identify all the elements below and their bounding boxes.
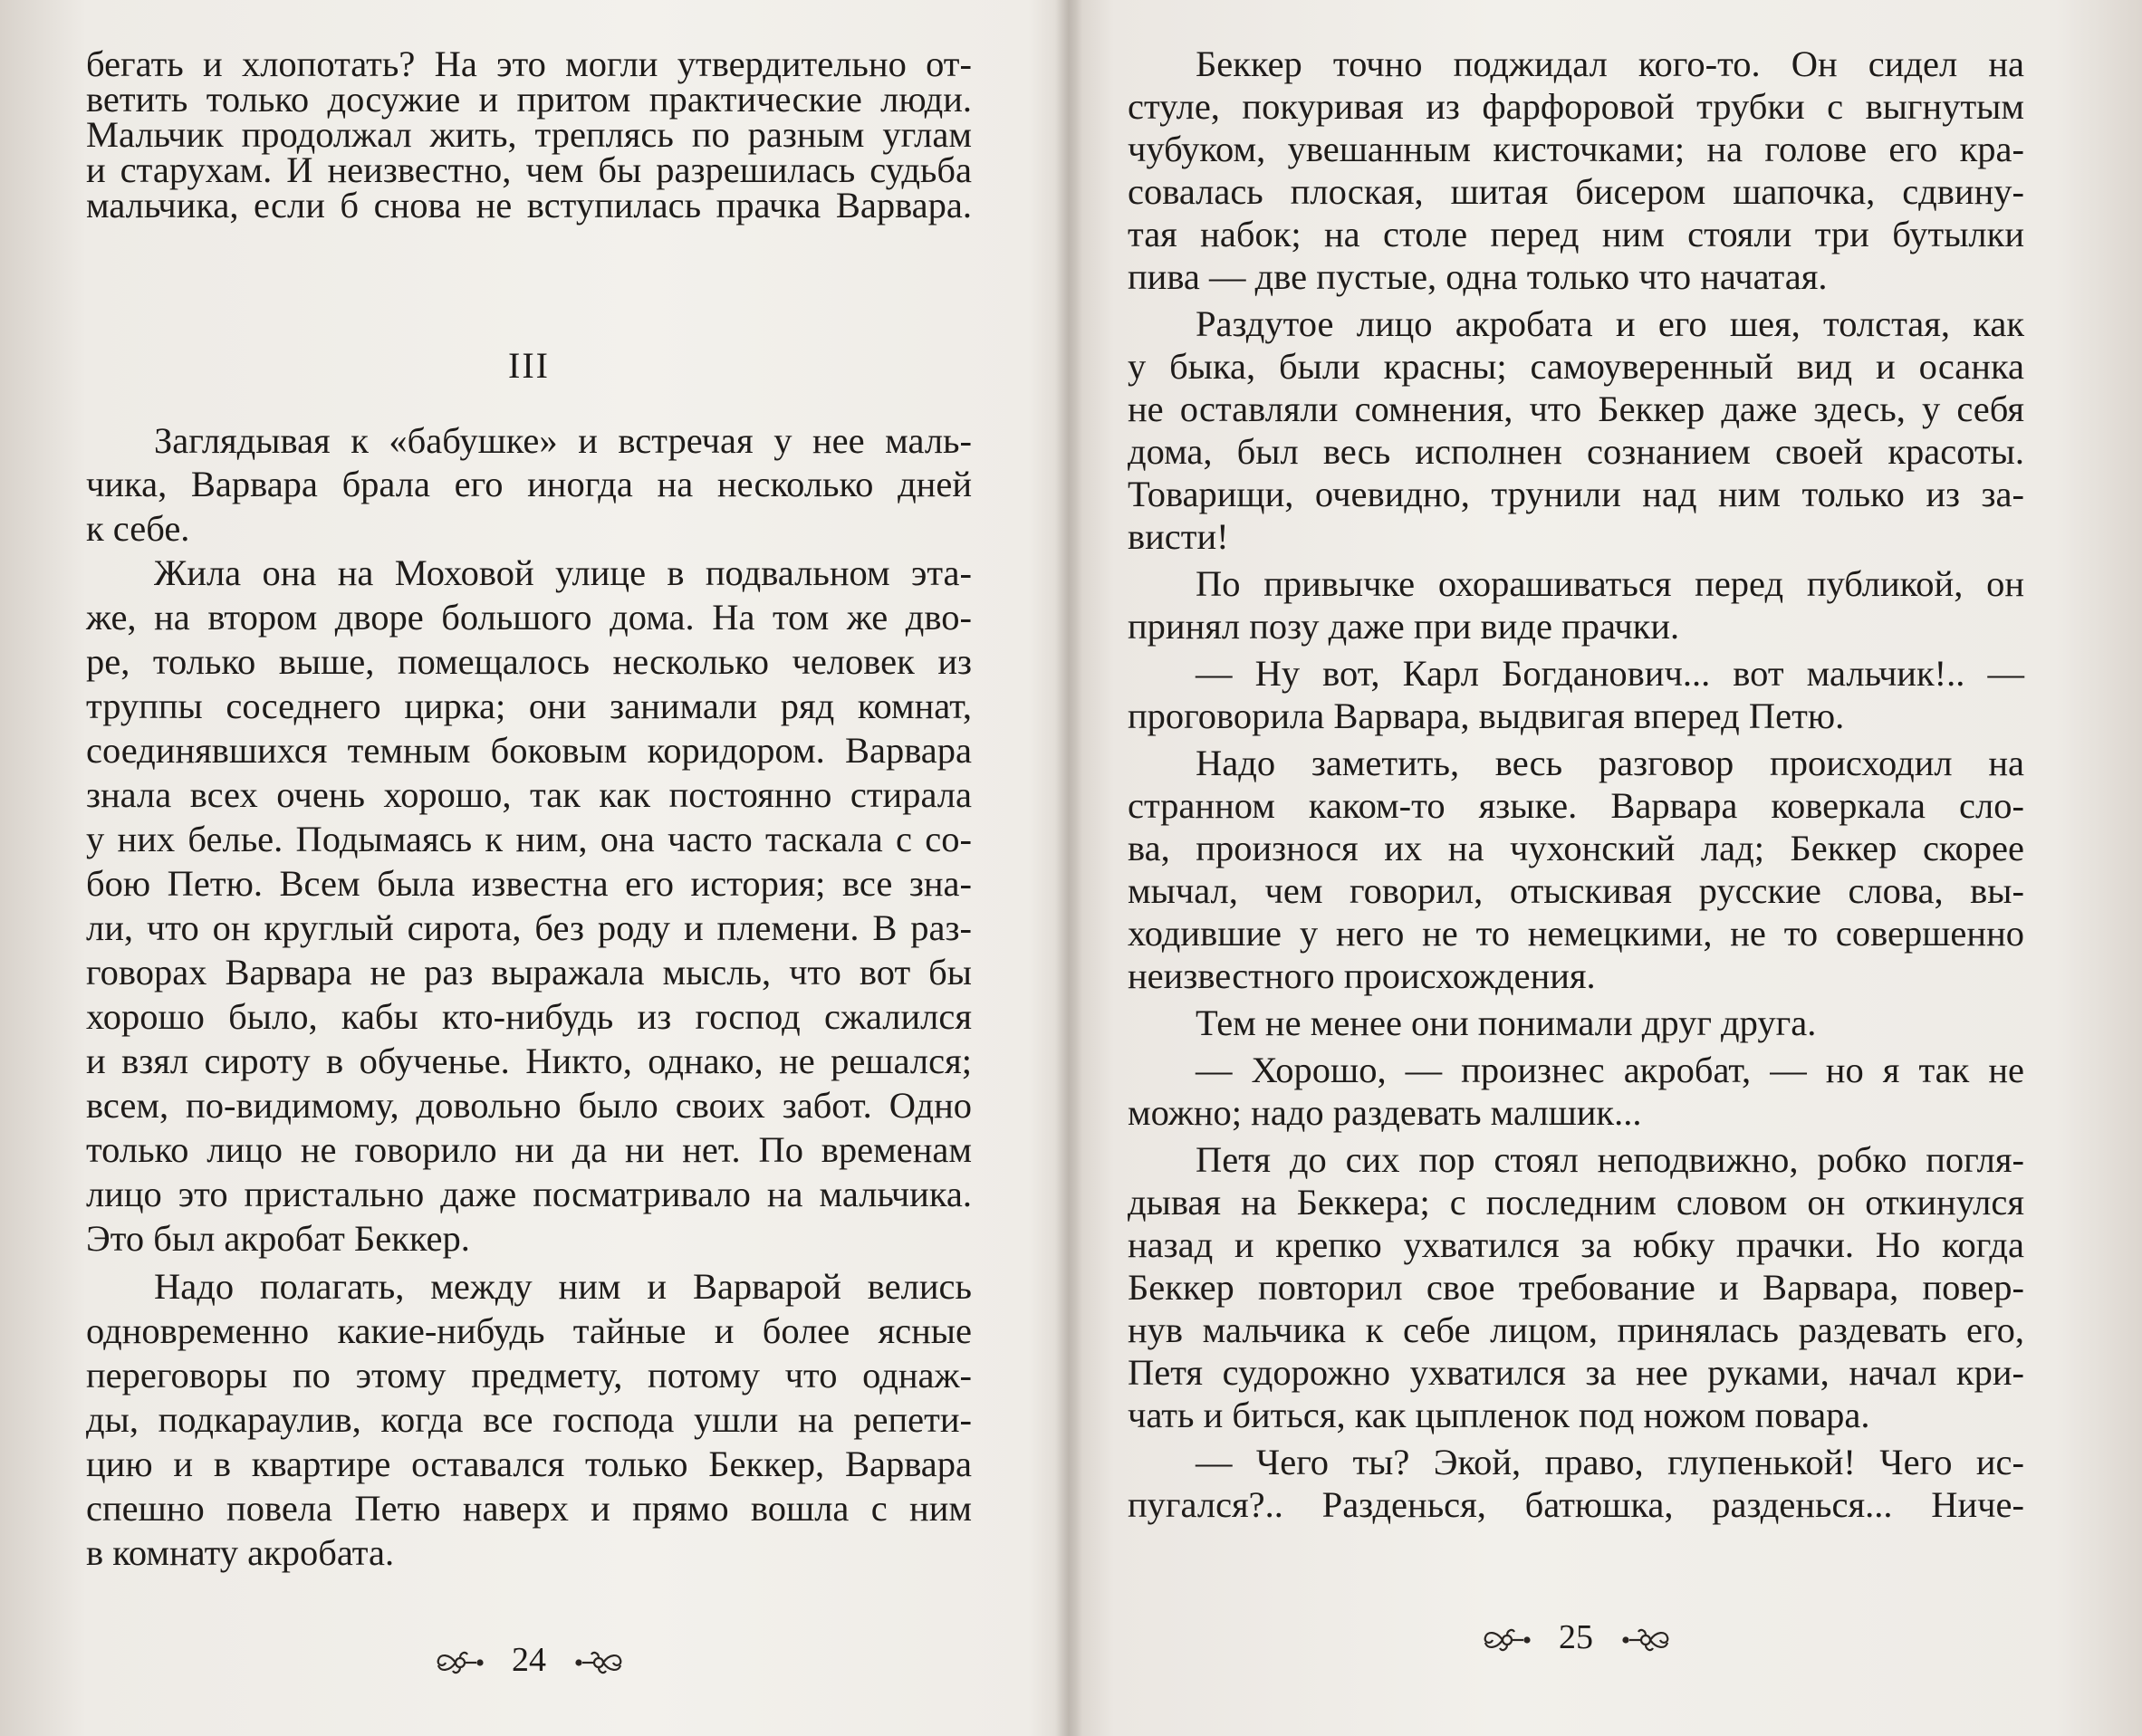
text-line: мычал, чем говорил, отыскивая русские слова, вы-: [1128, 870, 2024, 911]
text-line: хорошо было, кабы кто-нибудь из господ сжалился: [86, 996, 972, 1037]
text-line: ходившие у него не то немецкими, не то совершенно: [1128, 913, 2024, 954]
text-line: стуле, покуривая из фарфоровой трубки с выгнутым: [1128, 86, 2024, 127]
text-line: Мальчик продолжал жить, треплясь по разным углам: [86, 114, 972, 155]
text-line: чика, Варвара брала его иногда на несколько дней: [86, 464, 972, 504]
text-line: спешно повела Петю наверх и прямо вошла с ним: [86, 1488, 972, 1529]
text-line: назад и крепко ухватился за юбку прачки. Но когда: [1128, 1224, 2024, 1265]
scroll-flourish-icon: [1619, 1626, 1673, 1654]
text-line: у быка, были красны; самоуверенный вид и осанка: [1128, 346, 2024, 387]
text-line: Петя судорожно ухватился за нее руками, начал кри-: [1128, 1352, 2024, 1393]
text-line: Беккер повторил свое требование и Варвара, повер-: [1128, 1267, 2024, 1308]
text-line: говорах Варвара не раз выражала мысль, что вот бы: [86, 952, 972, 993]
text-line: дывая на Беккера; с последним словом он откинулся: [1128, 1182, 2024, 1223]
text-line: переговоры по этому предмету, потому что однаж-: [86, 1355, 972, 1396]
scroll-flourish-icon: [433, 1649, 487, 1676]
text-line: проговорила Варвара, выдвигая вперед Петю.: [1128, 695, 1845, 736]
text-line: пугался?.. Разденься, батюшка, разденься... Ниче-: [1128, 1484, 2024, 1525]
text-line: только лицо не говорило ни да ни нет. По временам: [86, 1129, 972, 1170]
text-line: одновременно какие-нибудь тайные и более ясные: [86, 1310, 972, 1351]
text-line: бою Петю. Всем была известна его история; все зна-: [86, 863, 972, 904]
text-line: висти!: [1128, 516, 1229, 557]
text-line: не оставляли сомнения, что Беккер даже здесь, у себя: [1128, 388, 2024, 429]
text-line: Беккер точно поджидал кого-то. Он сидел на: [1196, 43, 2024, 84]
text-line: в комнату акробата.: [86, 1532, 395, 1573]
text-line: мальчика, если б снова не вступилась прачка Варвара.: [86, 185, 972, 225]
text-line: — Ну вот, Карл Богданович... вот мальчик!.. —: [1196, 653, 2024, 694]
text-line: тая набок; на столе перед ним стояли три бутылки: [1128, 214, 2024, 254]
text-line: пива — две пустые, одна только что начатая.: [1128, 256, 1828, 297]
left-page: [86, 0, 972, 1736]
text-line: Раздутое лицо акробата и его шея, толстая, как: [1196, 303, 2024, 344]
text-line: же, на втором дворе большого дома. На том же дво-: [86, 597, 972, 638]
text-line: ва, произнося их на чухонский лад; Беккер скорее: [1128, 828, 2024, 868]
text-line: — Чего ты? Экой, право, глупенькой! Чего ис-: [1196, 1442, 2024, 1482]
text-line: Заглядывая к «бабушке» и встречая у нее маль-: [154, 420, 972, 461]
text-line: чать и биться, как цыпленок под ножом повара.: [1128, 1395, 1870, 1435]
text-line: Надо заметить, весь разговор происходил на: [1196, 743, 2024, 783]
text-line: всем, по-видимому, довольно было своих забот. Одно: [86, 1085, 972, 1126]
page-number: 24: [512, 1641, 546, 1679]
text-line: дома, был весь исполнен сознанием своей красоты.: [1128, 431, 2024, 472]
page-number-footer: [1128, 1616, 2024, 1658]
text-line: Петя до сих пор стоял неподвижно, робко погля-: [1196, 1139, 2024, 1180]
scroll-flourish-icon: [1480, 1626, 1534, 1654]
text-line: и старухам. И неизвестно, чем бы разрешилась судьба: [86, 149, 972, 190]
text-line: и взял сироту в обученье. Никто, однако, не решался;: [86, 1041, 972, 1081]
text-line: — Хорошо, — произнес акробат, — но я так не: [1196, 1050, 2024, 1090]
text-line: Тем не менее они понимали друг друга.: [1196, 1002, 1817, 1043]
text-line: совалась плоская, шитая бисером шапочка, сдвину-: [1128, 171, 2024, 212]
text-line: неизвестного происхождения.: [1128, 955, 1596, 996]
text-line: ветить только досужие и притом практические люди.: [86, 79, 972, 120]
text-line: нув мальчика к себе лицом, принялась раздевать его,: [1128, 1309, 2024, 1350]
page-number: 25: [1559, 1618, 1593, 1656]
text-line: принял позу даже при виде прачки.: [1128, 606, 1680, 647]
text-line: странном каком-то языке. Варвара коверкала сло-: [1128, 785, 2024, 826]
text-line: Товарищи, очевидно, трунили над ним только из за-: [1128, 474, 2024, 514]
text-line: ды, подкараулив, когда все господа ушли на репети-: [86, 1399, 972, 1440]
scroll-flourish-icon: [572, 1649, 626, 1676]
text-line: цию и в квартире оставался только Беккер, Варвара: [86, 1443, 972, 1484]
text-line: ре, только выше, помещалось несколько человек из: [86, 641, 972, 682]
text-line: соединявшихся темным боковым коридором. Варвара: [86, 730, 972, 771]
chapter-heading: III: [508, 345, 550, 386]
text-line: По привычке охорашиваться перед публикой, он: [1196, 563, 2024, 604]
text-line: лицо это пристально даже посматривало на мальчика.: [86, 1174, 972, 1214]
text-line: у них белье. Подымаясь к ним, она часто таскала с со-: [86, 819, 972, 859]
text-line: к себе.: [86, 508, 190, 549]
page-number-footer: [86, 1639, 972, 1681]
text-line: Жила она на Моховой улице в подвальном эта-: [154, 552, 972, 593]
text-line: ли, что он круглый сирота, без роду и племени. В раз-: [86, 907, 972, 948]
text-line: Это был акробат Беккер.: [86, 1218, 470, 1259]
text-line: Надо полагать, между ним и Варварой велись: [154, 1266, 972, 1307]
text-line: знала всех очень хорошо, так как постоянно стирала: [86, 774, 972, 815]
text-line: можно; надо раздевать малшик...: [1128, 1092, 1642, 1133]
right-page: [1128, 0, 2024, 1736]
text-line: труппы соседнего цирка; они занимали ряд комнат,: [86, 686, 972, 726]
text-line: бегать и хлопотать? На это могли утвердительно от-: [86, 43, 972, 84]
book-gutter: [1055, 0, 1082, 1736]
text-line: чубуком, увешанным кисточками; на голове его кра-: [1128, 129, 2024, 169]
